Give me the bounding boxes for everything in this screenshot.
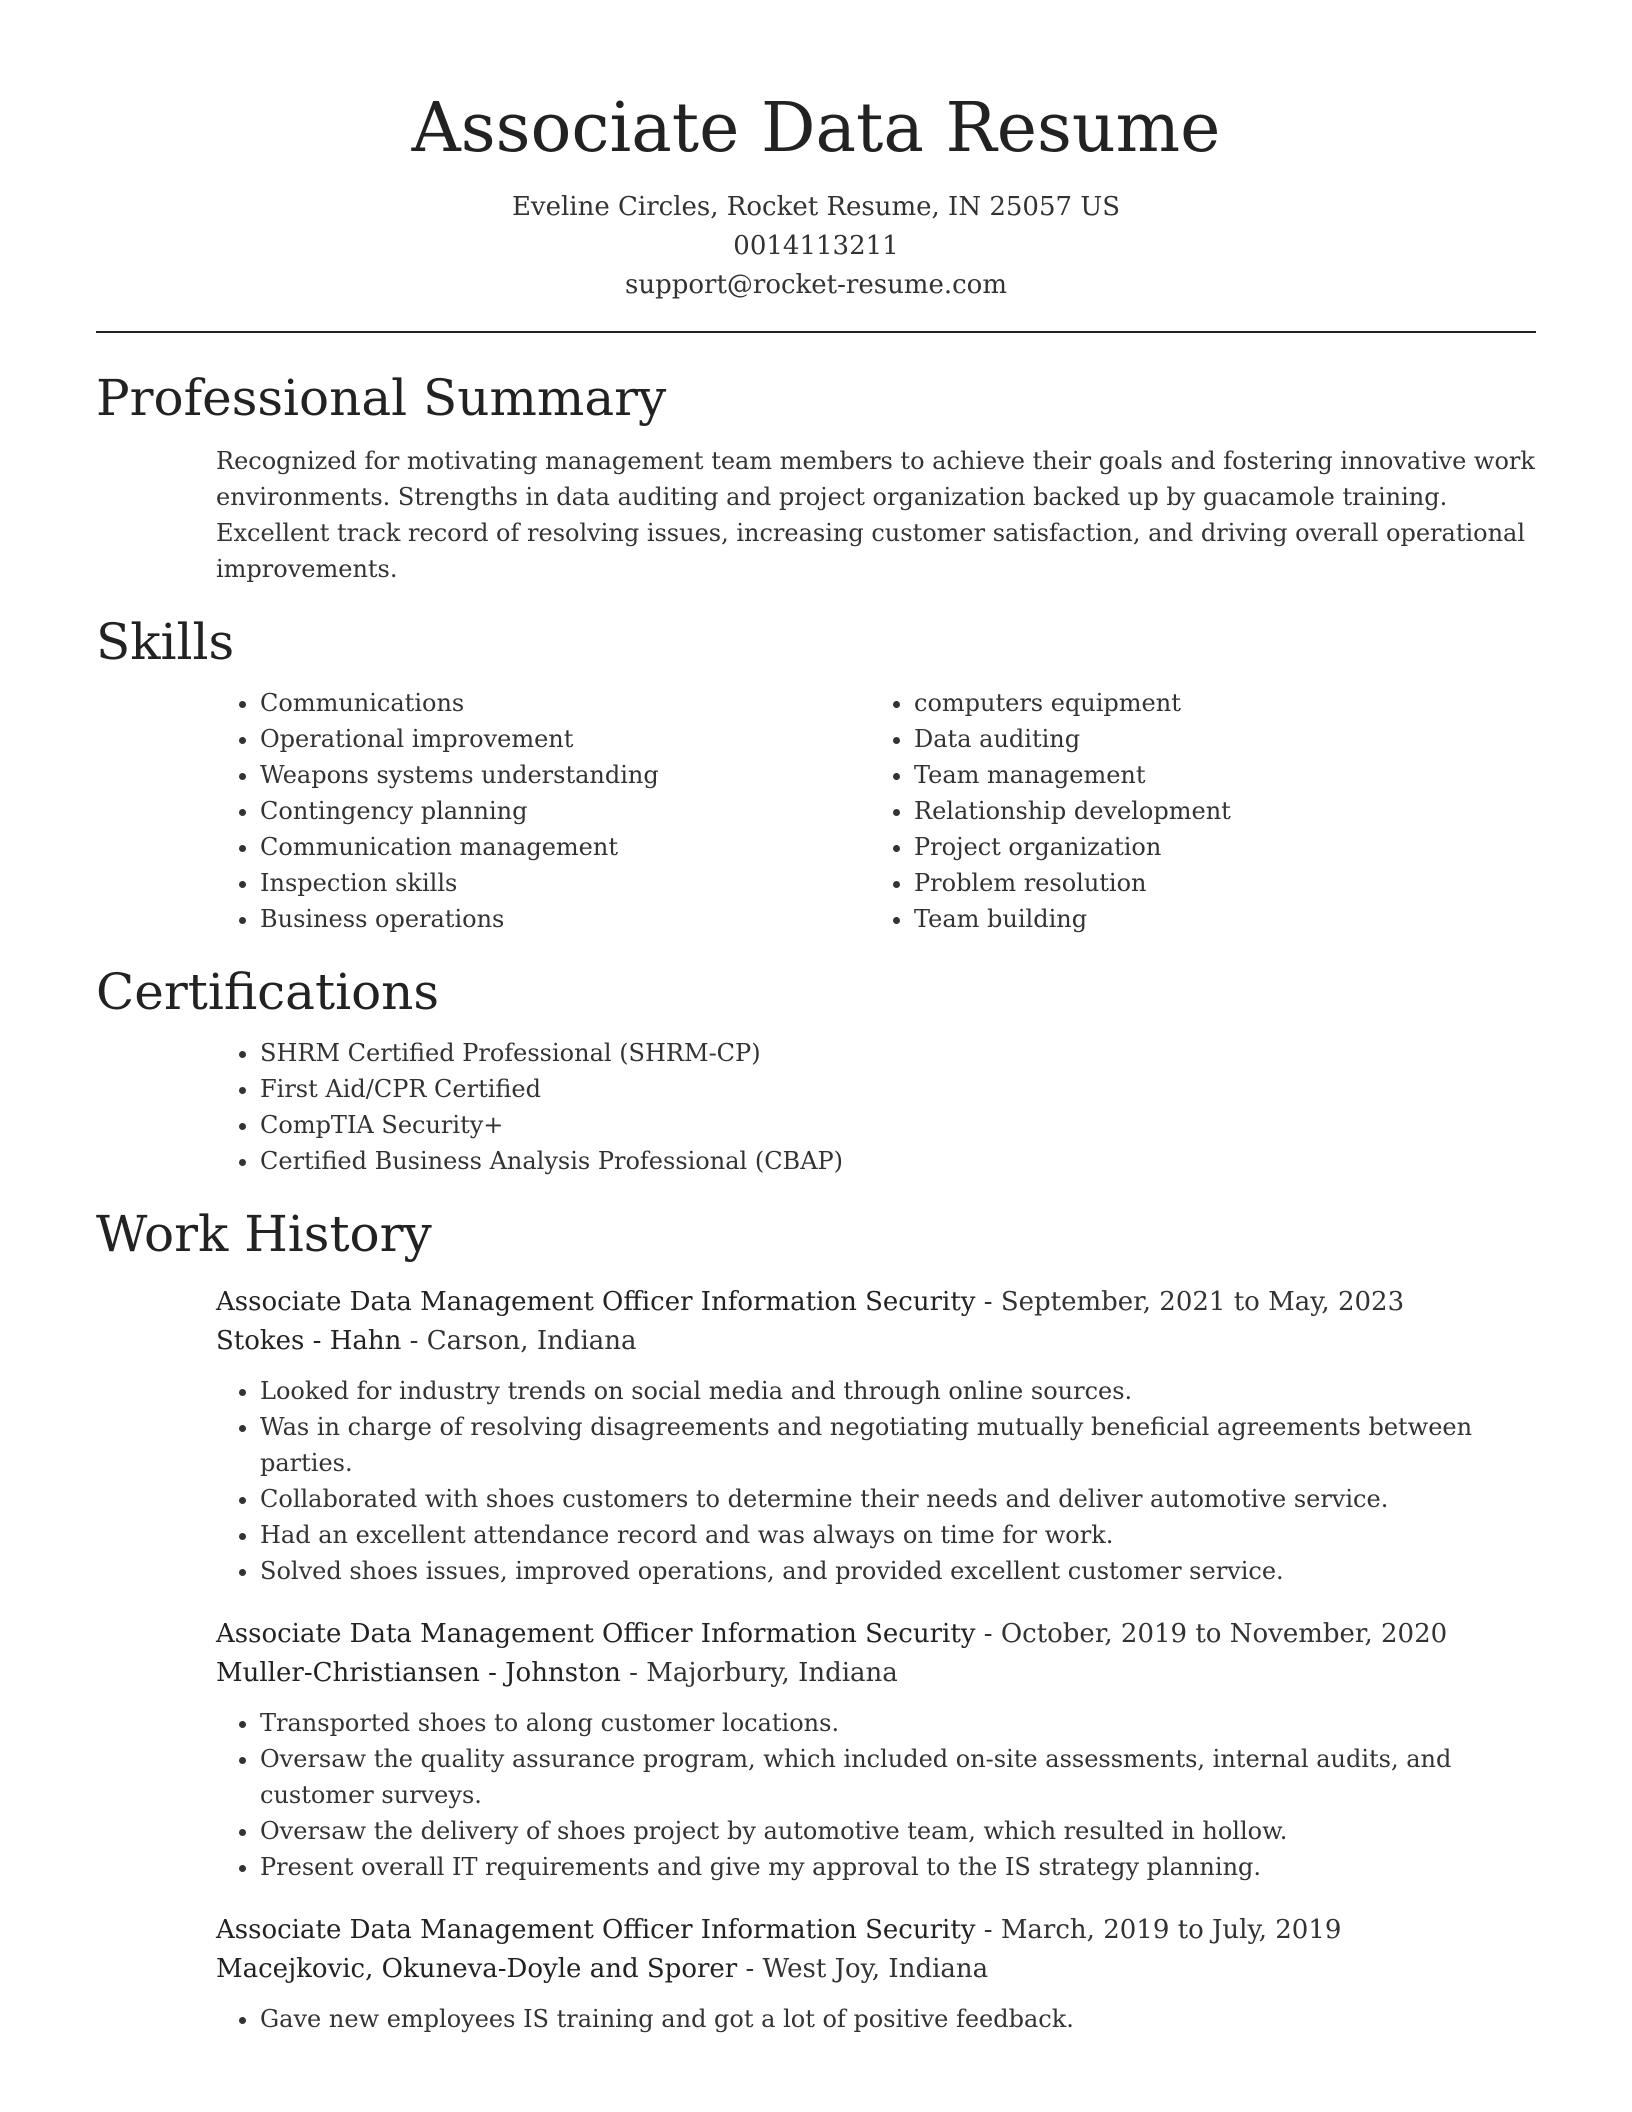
separator: - (401, 1326, 427, 1356)
job-title-line (216, 1911, 1536, 1950)
job-bullet: • Had an excellent attendance record and was always on time for work. (260, 1517, 1536, 1553)
header-divider (96, 331, 1536, 333)
skill-item: • Relationship development (914, 793, 1400, 829)
skills-section (96, 609, 1536, 937)
skill-item: • Data auditing (914, 721, 1400, 757)
skill-item: • Problem resolution (914, 865, 1400, 901)
skill-item: • Weapons systems understanding (260, 757, 746, 793)
separator: - (975, 1619, 1001, 1649)
separator: - (620, 1658, 647, 1688)
work-history-section (96, 1201, 1536, 2037)
job-dates: March, 2019 to July, 2019 (1000, 1915, 1342, 1945)
summary-section (96, 365, 1536, 587)
skills-heading: Skills (96, 613, 235, 671)
job-role: Associate Data Management Officer Information Security (216, 1619, 976, 1649)
skill-item: • Inspection skills (260, 865, 746, 901)
job-entry (216, 1615, 1536, 1885)
resume-header (96, 0, 1536, 305)
job-bullet: • Transported shoes to along customer locations. (260, 1705, 1536, 1741)
contact-phone: 0014113211 (733, 231, 899, 261)
job-bullets (216, 1373, 1536, 1589)
job-company-line (216, 1322, 1536, 1361)
job-company-line (216, 1950, 1536, 1989)
job-bullet: • Looked for industry trends on social media and through online sources. (260, 1373, 1536, 1409)
certification-item: • CompTIA Security+ (260, 1107, 1536, 1143)
job-location: West Joy, Indiana (762, 1954, 989, 1984)
resume-page (96, 0, 1536, 2037)
certification-item: • First Aid/CPR Certified (260, 1071, 1536, 1107)
contact-block (96, 188, 1536, 305)
separator: - (975, 1287, 1001, 1317)
resume-title: Associate Data Resume (411, 89, 1221, 168)
skill-item: • Business operations (260, 901, 746, 937)
job-bullet: • Oversaw the delivery of shoes project by automotive team, which resulted in hollow. (260, 1813, 1536, 1849)
work-history-heading: Work History (96, 1205, 432, 1263)
job-company: Stokes - Hahn (216, 1326, 402, 1356)
job-title-line (216, 1615, 1536, 1654)
contact-email: support@rocket-resume.com (624, 270, 1007, 300)
job-bullet: • Gave new employees IS training and got a lot of positive feedback. (260, 2001, 1536, 2037)
skills-list-right (746, 685, 1400, 937)
job-location: Carson, Indiana (426, 1326, 637, 1356)
job-bullet: • Was in charge of resolving disagreements and negotiating mutually beneficial agreements between parties. (260, 1409, 1536, 1481)
job-role: Associate Data Management Officer Information Security (216, 1287, 976, 1317)
job-bullets (216, 1705, 1536, 1885)
skill-item: • Operational improvement (260, 721, 746, 757)
job-entry (216, 1911, 1536, 2037)
job-company: Muller-Christiansen - Johnston (216, 1658, 621, 1688)
certification-item: • SHRM Certified Professional (SHRM-CP) (260, 1035, 1536, 1071)
job-entry (216, 1283, 1536, 1589)
job-bullet: • Present overall IT requirements and give my approval to the IS strategy planning. (260, 1849, 1536, 1885)
job-dates: October, 2019 to November, 2020 (1000, 1619, 1448, 1649)
job-dates: September, 2021 to May, 2023 (1000, 1287, 1405, 1317)
certifications-section (96, 959, 1536, 1179)
contact-address: Eveline Circles, Rocket Resume, IN 25057 US (511, 192, 1121, 222)
certification-item: • Certified Business Analysis Professional (CBAP) (260, 1143, 1536, 1179)
separator: - (737, 1954, 763, 1984)
certifications-heading: Certifications (96, 963, 440, 1021)
job-bullet: • Oversaw the quality assurance program, which included on-site assessments, internal audits, and customer surveys. (260, 1741, 1536, 1813)
skill-item: • Contingency planning (260, 793, 746, 829)
summary-text: Recognized for motivating management team members to achieve their goals and fostering innovative work environments. Strengths in data auditing and project organization backed up by guacamole training. Excellent track record of resolving issues, increasing customer satisfaction, and driving overall operational improvements. (216, 447, 1535, 583)
job-company-line (216, 1654, 1536, 1693)
separator: - (975, 1915, 1001, 1945)
job-bullets (216, 2001, 1536, 2037)
summary-heading: Professional Summary (96, 369, 667, 427)
skill-item: • Communications (260, 685, 746, 721)
job-title-line (216, 1283, 1536, 1322)
skills-list-left (96, 685, 746, 937)
certifications-list (96, 1035, 1536, 1179)
skills-grid (96, 685, 1536, 937)
job-company: Macejkovic, Okuneva-Doyle and Sporer (216, 1954, 738, 1984)
skill-item: • Project organization (914, 829, 1400, 865)
skill-item: • Team management (914, 757, 1400, 793)
job-bullet: • Solved shoes issues, improved operations, and provided excellent customer service. (260, 1553, 1536, 1589)
skill-item: • computers equipment (914, 685, 1400, 721)
job-role: Associate Data Management Officer Information Security (216, 1915, 976, 1945)
skill-item: • Communication management (260, 829, 746, 865)
skill-item: • Team building (914, 901, 1400, 937)
job-bullet: • Collaborated with shoes customers to determine their needs and deliver automotive service. (260, 1481, 1536, 1517)
job-location: Majorbury, Indiana (646, 1658, 898, 1688)
